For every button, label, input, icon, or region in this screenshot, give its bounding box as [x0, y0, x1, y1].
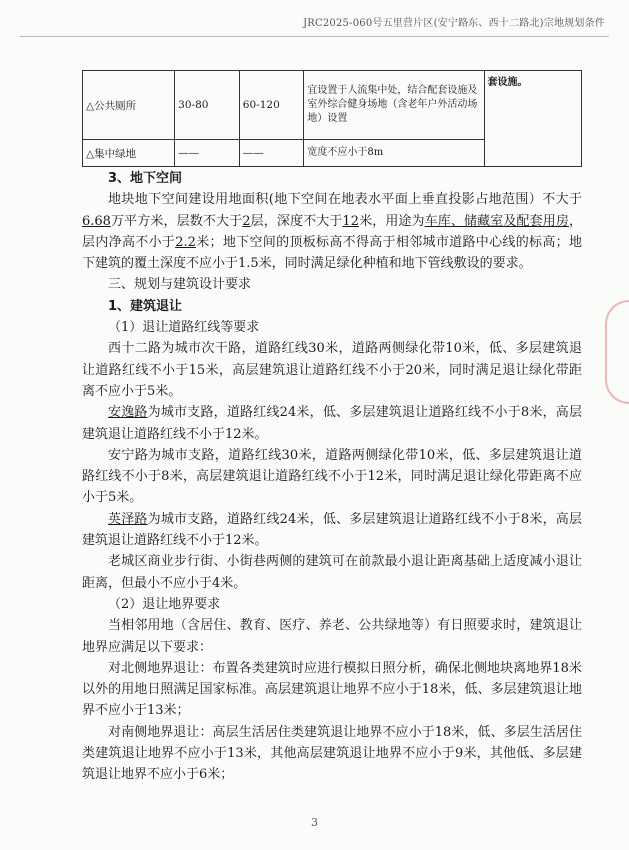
table-cell: ——	[239, 140, 304, 167]
text-segment: 米；地下空间的顶板标高不得高于相邻城市道路中心线的标高；地下建筑的覆土深度不应小于1.5米，同时满足绿化种植和地下管线敷设的要求。	[82, 234, 582, 272]
table-cell: △公共厕所	[83, 71, 175, 140]
table-cell: △集中绿地	[83, 140, 175, 167]
text-segment: 层，深度不大于	[250, 213, 343, 229]
paragraph: 老城区商业步行街、小街巷两侧的建筑可在前款最小退让距离基础上适度减小退让距离，但最小不应小于4米。	[82, 554, 582, 591]
table-row	[83, 71, 582, 140]
road-name: 安宁路	[108, 447, 149, 463]
text-segment: ，层内净高不小于	[82, 213, 582, 250]
text-segment: 地块地下空间建设用地面积(地下空间在地表水平面上垂直投影占地范围）不大于	[108, 192, 582, 208]
paragraph: 当相邻用地（含居住、教育、医疗、养老、公共绿地等）有日照要求时，建筑退让地界应满足以下要求：	[82, 618, 582, 655]
header-rule	[20, 36, 609, 37]
underlined-value: 车库、储藏室及配套用房	[424, 213, 569, 229]
paragraph	[82, 338, 582, 402]
underlined-value: 6.68	[82, 213, 111, 229]
seal-stamp-fragment	[605, 300, 629, 404]
table-cell: 宜设置于人流集中处，结合配套设施及室外综合健身场地（含老年户外活动场地）设置	[304, 71, 484, 140]
text-segment: 为城市支路，道路红线24米，低、多层建筑退让道路红线不小于8米，高层建筑退让道路红线不小于12米。	[82, 511, 582, 549]
underlined-value: 12	[342, 213, 359, 229]
table-cell: ——	[175, 140, 240, 167]
part-heading: 三、规划与建筑设计要求	[108, 277, 252, 293]
text-segment: 为城市支路，道路红线24米，低、多层建筑退让道路红线不小于8米，高层建筑退让道路红线不小于12米。	[82, 405, 582, 442]
table-cell: 宽度不应小于8m	[304, 140, 484, 167]
page-number: 3	[311, 816, 318, 829]
road-name: 安逸路	[108, 405, 148, 421]
document-header: JRC2025-060号五里营片区(安宁路东、西十二路北)宗地规划条件	[303, 18, 605, 29]
paragraph: 对南侧地界退让：高层生活居住类建筑退让地界不应小于18米，低、多层生活居住类建筑退让地界不应小于13米，其他高层建筑退让地界不应小于9米，其他低、多层建筑退让地界不应小于6米；	[82, 724, 582, 783]
paragraph	[82, 402, 582, 445]
road-name: 英泽路	[108, 511, 148, 527]
subsection-heading: （2）退让地界要求	[108, 596, 221, 612]
document-body	[82, 168, 582, 786]
underlined-value: 2	[242, 213, 251, 229]
facility-table	[82, 70, 582, 167]
paragraph	[82, 445, 582, 509]
paragraph	[82, 509, 582, 552]
table-cell: 套设施。	[484, 71, 581, 167]
underlined-value: 2.2	[175, 234, 196, 250]
text-segment: 万平方米，层数不大于	[110, 213, 243, 229]
paragraph	[82, 189, 582, 274]
text-segment: 米，用途为	[358, 213, 425, 229]
text-segment: 为城市次干路，道路红线30米，道路两侧绿化带10米，低、多层建筑退让道路红线不小于15米，高层建筑退让道路红线不小于20米，同时满足退让绿化带距离不应小于5米。	[82, 341, 582, 399]
subsection-heading: （1）退让道路红线等要求	[108, 320, 260, 336]
text-segment: 为城市支路，道路红线30米，道路两侧绿化带10米，低、多层建筑退让道路红线不小于8米，高层建筑退让道路红线不小于12米，同时满足退让绿化带距离不应小于5米。	[82, 447, 582, 506]
section-heading: 1、建筑退让	[108, 298, 183, 314]
table-cell: 60-120	[239, 71, 304, 140]
road-name: 西十二路	[108, 341, 162, 357]
table-cell: 30-80	[175, 71, 240, 140]
paragraph: 对北侧地界退让：布置各类建筑时应进行模拟日照分析，确保北侧地块离地界18米以外的用地日照满足国家标准。高层建筑退让地界不应小于18米，低、多层建筑退让地界不应小于13米；	[82, 660, 582, 719]
section-heading: 3、地下空间	[108, 171, 183, 186]
